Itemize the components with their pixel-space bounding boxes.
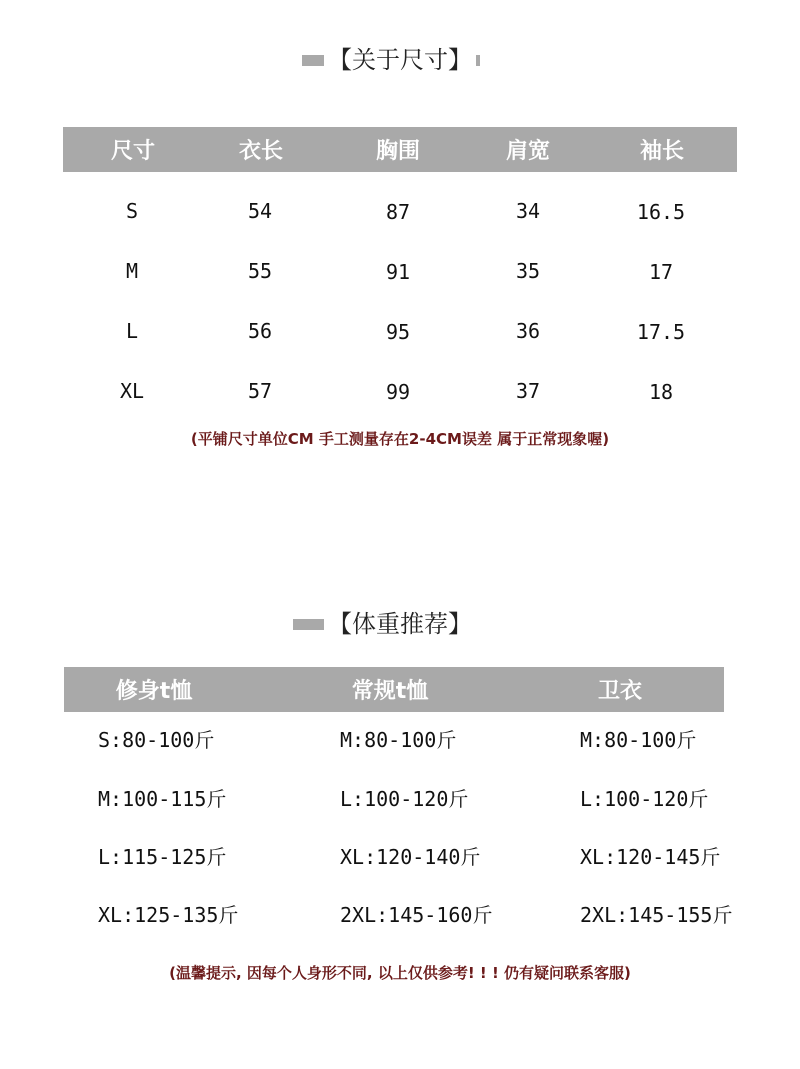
- size-cell: 16.5: [636, 200, 686, 224]
- size-cell: 36: [515, 319, 541, 343]
- size-cell: S: [125, 199, 139, 223]
- size-cell: 95: [385, 320, 411, 344]
- size-header-sleeve: 袖长: [639, 139, 684, 164]
- weight-cell: L:100-120斤: [340, 787, 469, 811]
- size-cell: 56: [247, 319, 273, 343]
- weight-cell: XL:120-140斤: [340, 845, 481, 869]
- size-header-length: 衣长: [238, 139, 283, 164]
- size-cell: 37: [515, 379, 541, 403]
- weight-cell: L:115-125斤: [98, 845, 227, 869]
- size-cell: 34: [515, 199, 541, 223]
- size-cell: XL: [119, 379, 145, 403]
- size-cell: M: [125, 259, 139, 283]
- size-cell: 55: [247, 259, 273, 283]
- size-title-text: 【关于尺寸】: [324, 46, 476, 74]
- size-cell: 87: [385, 200, 411, 224]
- size-cell: 35: [515, 259, 541, 283]
- weight-header-slim-tee: 修身t恤: [115, 679, 193, 704]
- size-cell: 99: [385, 380, 411, 404]
- size-cell: 91: [385, 260, 411, 284]
- size-note: (平铺尺寸单位CM 手工测量存在2-4CM误差 属于正常现象喔): [190, 430, 610, 448]
- weight-cell: M:100-115斤: [98, 787, 227, 811]
- weight-cell: XL:125-135斤: [98, 903, 239, 927]
- size-cell: 54: [247, 199, 273, 223]
- weight-cell: M:80-100斤: [580, 728, 697, 752]
- size-table-header: [63, 127, 737, 172]
- weight-cell: M:80-100斤: [340, 728, 457, 752]
- size-cell: 17: [648, 260, 674, 284]
- size-cell: 18: [648, 380, 674, 404]
- size-cell: 57: [247, 379, 273, 403]
- weight-cell: L:100-120斤: [580, 787, 709, 811]
- size-cell: L: [125, 319, 139, 343]
- weight-note: (温馨提示, 因每个人身形不同, 以上仅供参考! ! ! 仍有疑问联系客服): [169, 964, 631, 982]
- size-section-title: [0, 40, 800, 80]
- size-cell: 17.5: [636, 320, 686, 344]
- weight-cell: S:80-100斤: [98, 728, 215, 752]
- weight-section-title: [0, 604, 800, 644]
- weight-cell: 2XL:145-160斤: [340, 903, 493, 927]
- size-header-size: 尺寸: [110, 139, 155, 164]
- size-header-shoulder: 肩宽: [505, 139, 550, 164]
- weight-table-header: [64, 667, 724, 712]
- weight-header-regular-tee: 常规t恤: [351, 679, 429, 704]
- weight-cell: XL:120-145斤: [580, 845, 721, 869]
- weight-cell: 2XL:145-155斤: [580, 903, 733, 927]
- weight-title-text: 【体重推荐】: [324, 610, 476, 638]
- size-header-chest: 胸围: [375, 139, 420, 164]
- weight-header-hoodie: 卫衣: [597, 679, 642, 704]
